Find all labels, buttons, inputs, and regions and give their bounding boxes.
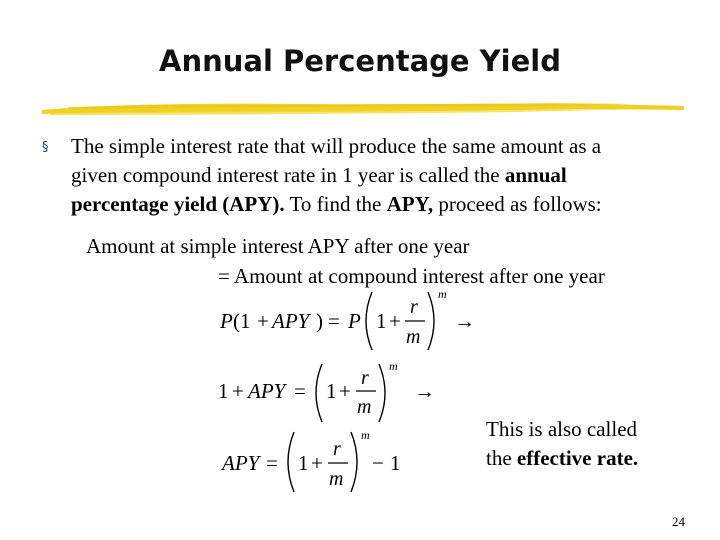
eq2-exponent: m (389, 359, 398, 373)
note-line-2 (486, 444, 638, 473)
equation-1 (216, 288, 486, 354)
eq2-one-inner: 1 (326, 379, 337, 403)
bullet-icon: § (42, 140, 49, 155)
eq3-one-right: 1 (390, 451, 401, 475)
eq2-apy: APY (248, 379, 286, 403)
eq1-plus2: + (389, 309, 401, 333)
eq3-right-paren (351, 432, 357, 492)
eq1-open: (1 (233, 309, 251, 333)
eq3-equals: = (266, 451, 278, 475)
eq1-denominator: m (406, 326, 421, 348)
eq1-plus: + (257, 309, 269, 333)
eq3-left-paren (288, 432, 294, 492)
eq3-one: 1 (298, 451, 309, 475)
equation-2 (216, 360, 446, 426)
eq2-denominator: m (357, 396, 372, 418)
eq2-left-paren (316, 364, 322, 422)
eq3-numerator: r (333, 438, 341, 460)
term-effective-rate: effective rate. (516, 446, 639, 470)
slide-title: Annual Percentage Yield (159, 44, 561, 78)
eq1-p: P (220, 309, 233, 333)
sub-line-2: = Amount at compound interest after one year (218, 264, 605, 288)
term-apy: APY, (386, 192, 434, 216)
eq1-numerator: r (410, 296, 418, 318)
eq1-arrow: → (454, 309, 475, 333)
page-number: 24 (672, 514, 685, 529)
term-annual: annual (504, 163, 567, 187)
eq3-exponent: m (361, 428, 370, 442)
eq2-equals: = (294, 379, 306, 403)
eq3-denominator: m (329, 468, 344, 490)
bullet-line-3 (71, 190, 691, 219)
eq3-plus: + (311, 451, 323, 475)
eq1-one: 1 (376, 309, 387, 333)
eq1-equals: = (328, 309, 340, 333)
eq3-apy: APY (222, 451, 260, 475)
title-underline-bar (38, 98, 688, 120)
eq1-close: ) (316, 309, 323, 333)
note-line-2-prefix: the (486, 446, 517, 470)
eq2-plus: + (232, 379, 244, 403)
eq1-apy: APY (272, 309, 310, 333)
eq2-numerator: r (361, 367, 369, 389)
note-line-1: This is also called (486, 417, 638, 441)
eq2-right-paren (379, 364, 385, 422)
effective-rate-note (486, 415, 638, 473)
term-percentage-yield: percentage yield (APY). (71, 192, 285, 216)
eq1-p-rhs: P (348, 309, 361, 333)
bullet-line-3-mid: To find the (284, 192, 387, 216)
eq1-right-paren (428, 292, 434, 350)
equation-3 (220, 428, 420, 496)
eq2-arrow: → (414, 379, 435, 403)
bullet-line-2-text: given compound interest rate in 1 year is called the (71, 163, 505, 187)
bullet-line-1: The simple interest rate that will produce the same amount as a (71, 134, 602, 158)
bullet-paragraph (71, 132, 691, 219)
eq1-exponent: m (438, 287, 447, 301)
sub-line-1: Amount at simple interest APY after one year (86, 234, 470, 258)
eq2-one: 1 (218, 379, 229, 403)
eq1-left-paren (366, 292, 372, 350)
eq2-plus-inner: + (339, 379, 351, 403)
bullet-line-3-end: proceed as follows: (433, 192, 602, 216)
bullet-line-2 (71, 161, 691, 190)
eq3-minus: − (372, 451, 384, 475)
